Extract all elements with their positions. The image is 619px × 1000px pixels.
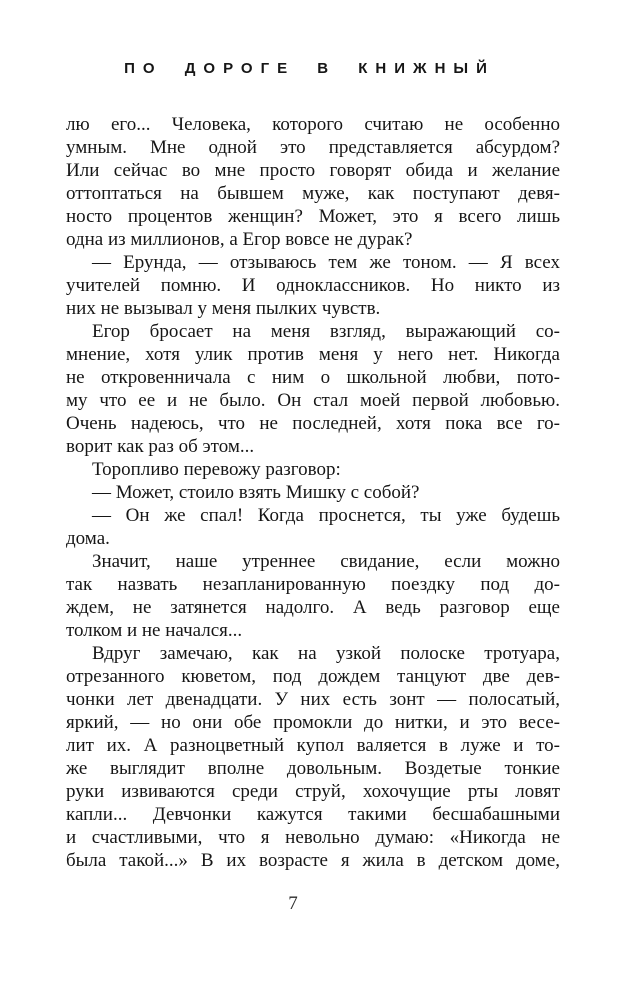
paragraph <box>66 251 560 320</box>
text-line: Очень надеюсь, что не последней, хотя пока все го- <box>66 413 560 434</box>
text-line: учителей помню. И одноклассников. Но никто из <box>66 275 560 296</box>
text-line: лю его... Человека, которого считаю не особенно <box>66 114 560 135</box>
text-line: Значит, наше утреннее свидание, если можно <box>92 551 560 572</box>
text-line: Или сейчас во мне просто говорят обида и желание <box>66 160 560 181</box>
text-block <box>66 113 560 872</box>
text-line: мнение, хотя улик против меня у него нет. Никогда <box>66 344 560 365</box>
paragraph <box>66 458 560 481</box>
text-line: же выглядит вполне довольным. Воздетые тонкие <box>66 758 560 779</box>
text-line: — Ерунда, — отзываюсь тем же тоном. — Я всех <box>92 252 560 273</box>
text-line: му что ее и не было. Он стал моей первой любовью. <box>66 390 560 411</box>
text-line: и счастливыми, что я невольно думаю: «Никогда не <box>66 827 560 848</box>
text-line: Вдруг замечаю, как на узкой полоске тротуара, <box>92 643 560 664</box>
text-line: чонки лет двенадцати. У них есть зонт — полосатый, <box>66 689 560 710</box>
text-line: ворит как раз об этом... <box>66 436 255 457</box>
text-line: так назвать незапланированную поездку под до- <box>66 574 560 595</box>
text-line: была такой...» В их возрасте я жила в детском доме, <box>66 850 560 871</box>
text-line: яркий, — но они обе промокли до нитки, и это весе- <box>66 712 560 733</box>
text-line: капли... Девчонки кажутся такими бесшабашными <box>66 804 560 825</box>
paragraph <box>66 320 560 458</box>
text-line: дома. <box>66 528 110 549</box>
text-line: толком и не начался... <box>66 620 243 641</box>
paragraph <box>66 481 560 504</box>
paragraph <box>66 504 560 550</box>
text-line: — Он же спал! Когда проснется, ты уже будешь <box>92 505 560 526</box>
running-header: ПО ДОРОГЕ В КНИЖНЫЙ <box>124 60 495 77</box>
paragraph <box>66 642 560 872</box>
text-line: одна из миллионов, а Егор вовсе не дурак? <box>66 229 413 250</box>
text-line: умным. Мне одной это представляется абсурдом? <box>66 137 560 158</box>
text-line: оттоптаться на бывшем муже, как поступают девя- <box>66 183 560 204</box>
text-line: руки извиваются среди струй, хохочущие рты ловят <box>66 781 560 802</box>
paragraph <box>66 550 560 642</box>
text-line: ждем, не затянется надолго. А ведь разговор еще <box>66 597 560 618</box>
page-number: 7 <box>288 893 298 914</box>
paragraph <box>66 113 560 251</box>
text-line: Егор бросает на меня взгляд, выражающий со- <box>92 321 560 342</box>
text-line: не откровенничала с ним о школьной любви, пото- <box>66 367 560 388</box>
text-line: лит их. А разноцветный купол валяется в луже и то- <box>66 735 560 756</box>
text-line: носто процентов женщин? Может, это я всего лишь <box>66 206 560 227</box>
text-line: них не вызывал у меня пылких чувств. <box>66 298 381 319</box>
text-line: Торопливо перевожу разговор: <box>92 459 341 480</box>
text-line: — Может, стоило взять Мишку с собой? <box>92 482 420 503</box>
text-line: отрезанного кюветом, под дождем танцуют две дев- <box>66 666 560 687</box>
